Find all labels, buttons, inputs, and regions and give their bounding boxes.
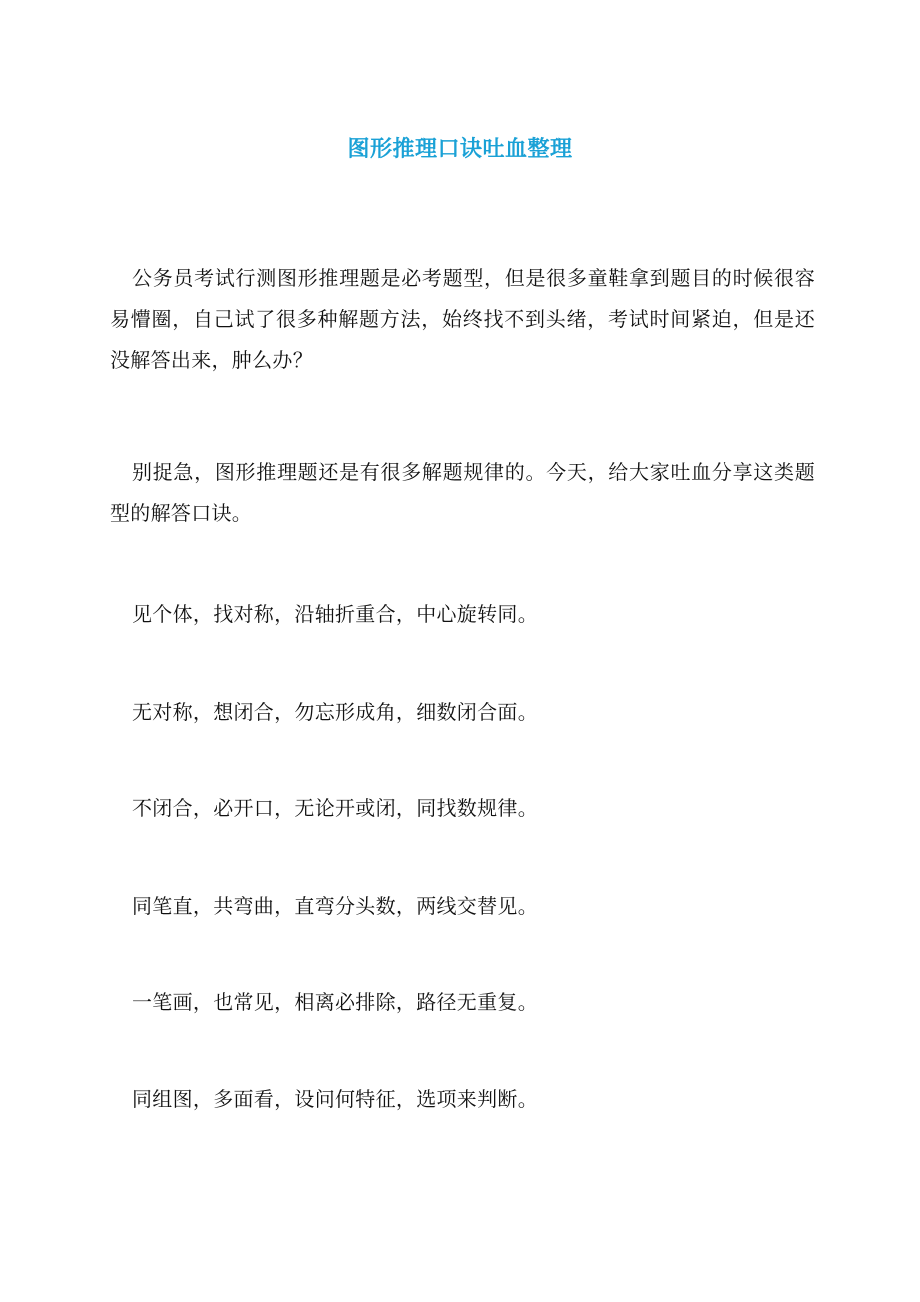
mnemonic-verse: 不闭合，必开口，无论开或闭，同找数规律。 [132, 796, 538, 820]
intro-paragraph: 别捉急，图形推理题还是有很多解题规律的。今天，给大家吐血分享这类题型的解答口诀。 [110, 460, 815, 525]
mnemonic-verse: 同组图，多面看，设问何特征，选项来判断。 [132, 1087, 538, 1111]
document-title: 图形推理口诀吐血整理 [347, 135, 573, 162]
intro-paragraph: 公务员考试行测图形推理题是必考题型，但是很多童鞋拿到题目的时候很容易懵圈，自己试了很多种解题方法，始终找不到头绪，考试时间紧迫，但是还没解答出来，肿么办？ [110, 266, 815, 372]
mnemonic-verse: 见个体，找对称，沿轴折重合，中心旋转同。 [132, 602, 538, 626]
mnemonic-verse: 同笔直，共弯曲，直弯分头数，两线交替见。 [132, 894, 538, 918]
mnemonic-verse: 无对称，想闭合，勿忘形成角，细数闭合面。 [132, 700, 538, 724]
mnemonic-verse: 一笔画，也常见，相离必排除，路径无重复。 [132, 990, 538, 1014]
